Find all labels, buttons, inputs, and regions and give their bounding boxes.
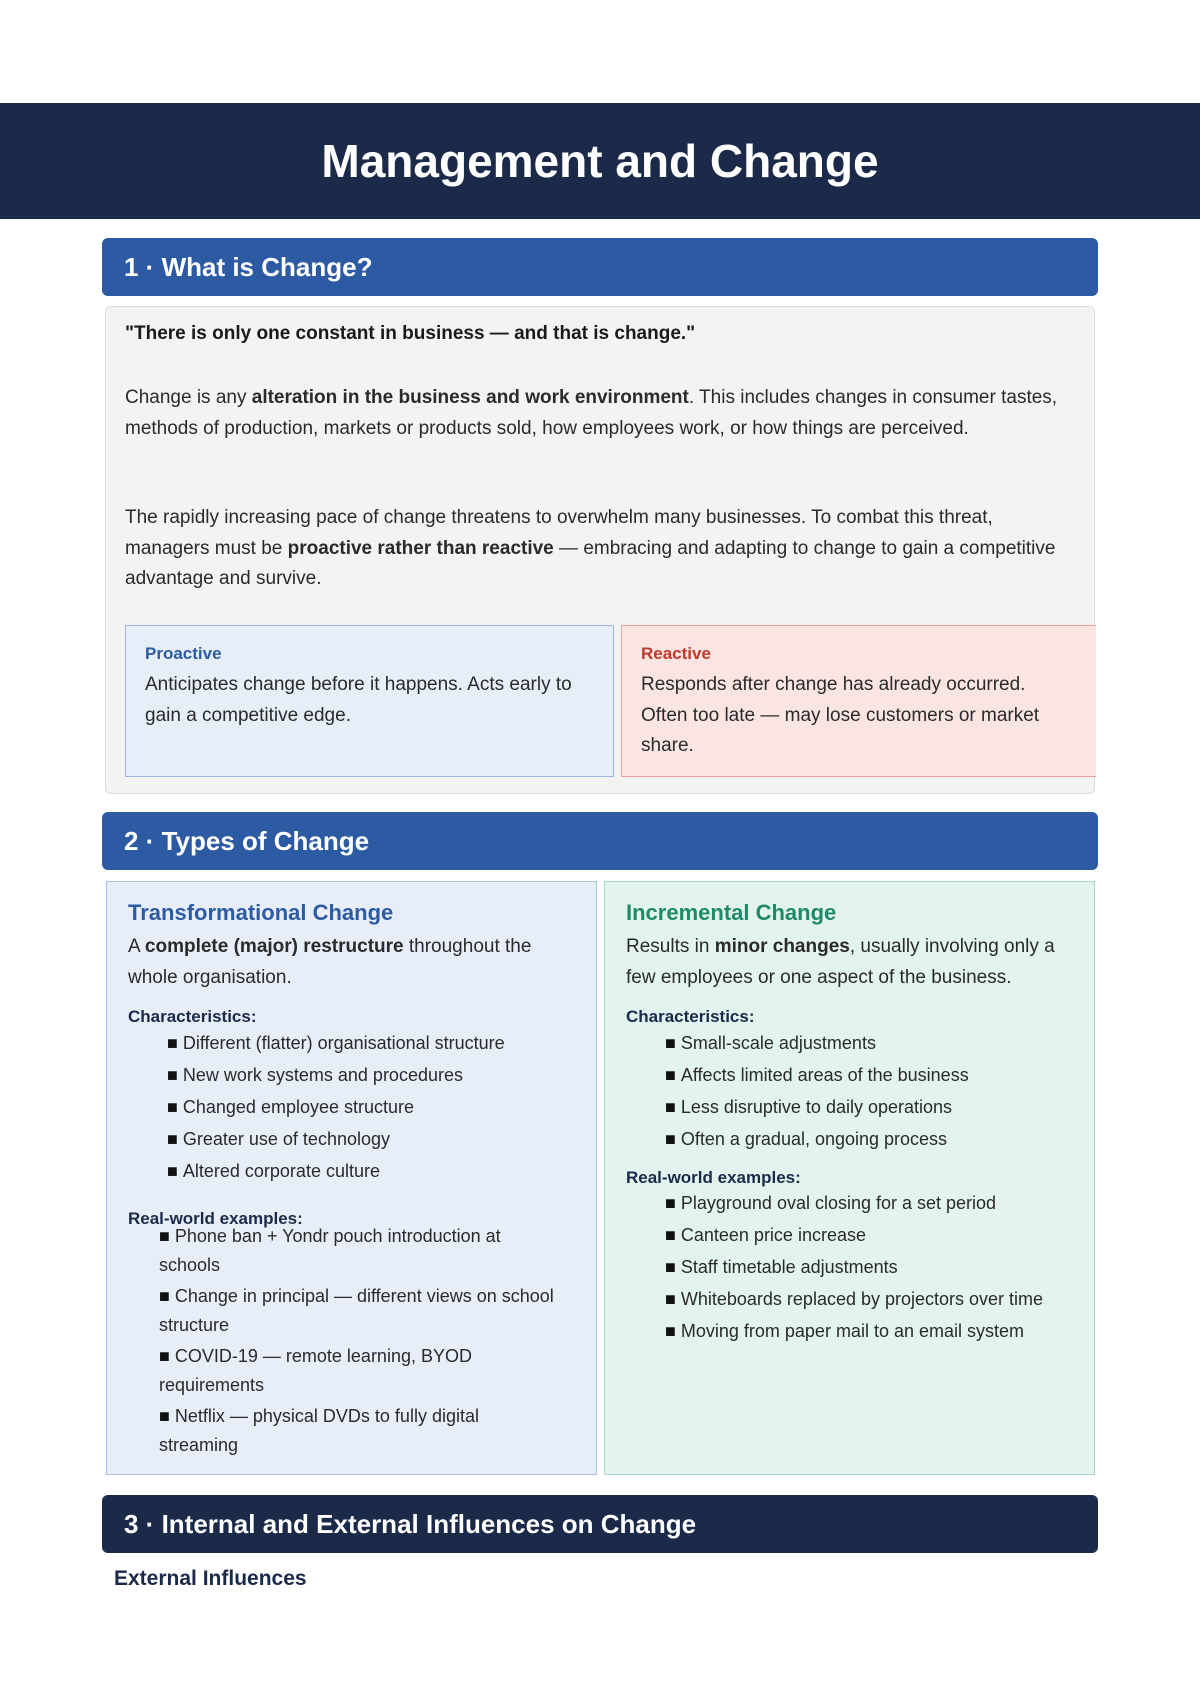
incremental-description: Results in minor changes, usually involving only a few employees or one aspect of the business. — [626, 936, 1055, 988]
list-item: ■ New work systems and procedures — [167, 1060, 582, 1090]
list-item: ■ Netflix — physical DVDs to fully digital streaming — [159, 1402, 559, 1459]
list-item: ■ Greater use of technology — [167, 1124, 582, 1154]
list-item: ■ Phone ban + Yondr pouch introduction at schools — [159, 1222, 559, 1279]
list-item: ■ Affects limited areas of the business — [665, 1060, 1080, 1090]
transformational-description: A complete (major) restructure throughout the whole organisation. — [128, 936, 532, 988]
list-item: ■ Canteen price increase — [665, 1220, 1085, 1250]
list-item: ■ Playground oval closing for a set period — [665, 1188, 1085, 1218]
list-item: ■ Moving from paper mail to an email system — [665, 1316, 1085, 1346]
proactive-title: Proactive — [145, 644, 222, 663]
list-item: ■ Less disruptive to daily operations — [665, 1092, 1080, 1122]
proactive-text: Anticipates change before it happens. Acts early to gain a competitive edge. — [145, 674, 572, 726]
incremental-examples-list — [665, 1188, 1085, 1348]
list-item: ■ Altered corporate culture — [167, 1156, 582, 1186]
definition-paragraph: Change is any alteration in the business and work environment. This includes changes in consumer tastes, methods of production, markets or products sold, how employees work, or how things are perceived. — [125, 387, 1058, 439]
incremental-examples-label: Real-world examples: — [626, 1168, 801, 1187]
reactive-box — [621, 625, 1096, 777]
reactive-title: Reactive — [641, 644, 711, 663]
proactive-box — [125, 625, 614, 777]
change-quote: "There is only one constant in business — and that is change." — [125, 323, 696, 344]
incremental-characteristics-label: Characteristics: — [626, 1007, 755, 1026]
incremental-change-column — [604, 881, 1095, 1475]
section-3-heading: 3 · Internal and External Influences on Change — [102, 1495, 1098, 1553]
list-item: ■ Changed employee structure — [167, 1092, 582, 1122]
section-2-heading: 2 · Types of Change — [102, 812, 1098, 870]
transformational-change-column — [106, 881, 597, 1475]
transformational-examples-list — [159, 1222, 559, 1462]
transformational-characteristics-label: Characteristics: — [128, 1007, 257, 1026]
what-is-change-panel — [105, 306, 1095, 794]
list-item: ■ COVID-19 — remote learning, BYOD requirements — [159, 1342, 559, 1399]
reactive-text: Responds after change has already occurred. Often too late — may lose customers or market share. — [641, 674, 1040, 756]
list-item: ■ Often a gradual, ongoing process — [665, 1124, 1080, 1154]
transformational-characteristics-list — [167, 1028, 582, 1188]
list-item: ■ Small-scale adjustments — [665, 1028, 1080, 1058]
list-item: ■ Staff timetable adjustments — [665, 1252, 1085, 1282]
incremental-title: Incremental Change — [626, 900, 837, 925]
list-item: ■ Change in principal — different views on school structure — [159, 1282, 559, 1339]
incremental-characteristics-list — [665, 1028, 1080, 1156]
external-influences-subheading: External Influences — [114, 1567, 307, 1590]
list-item: ■ Different (flatter) organisational structure — [167, 1028, 582, 1058]
list-item: ■ Whiteboards replaced by projectors over time — [665, 1284, 1085, 1314]
transformational-examples-label: Real-world examples: — [128, 1209, 303, 1228]
transformational-title: Transformational Change — [128, 900, 394, 925]
pace-paragraph: The rapidly increasing pace of change threatens to overwhelm many businesses. To combat this threat, managers must be proactive rather than reactive — embracing and adapting to change to gain a competitive advantage and survive. — [125, 507, 1056, 589]
page-title: Management and Change — [0, 103, 1200, 219]
section-1-heading: 1 · What is Change? — [102, 238, 1098, 296]
